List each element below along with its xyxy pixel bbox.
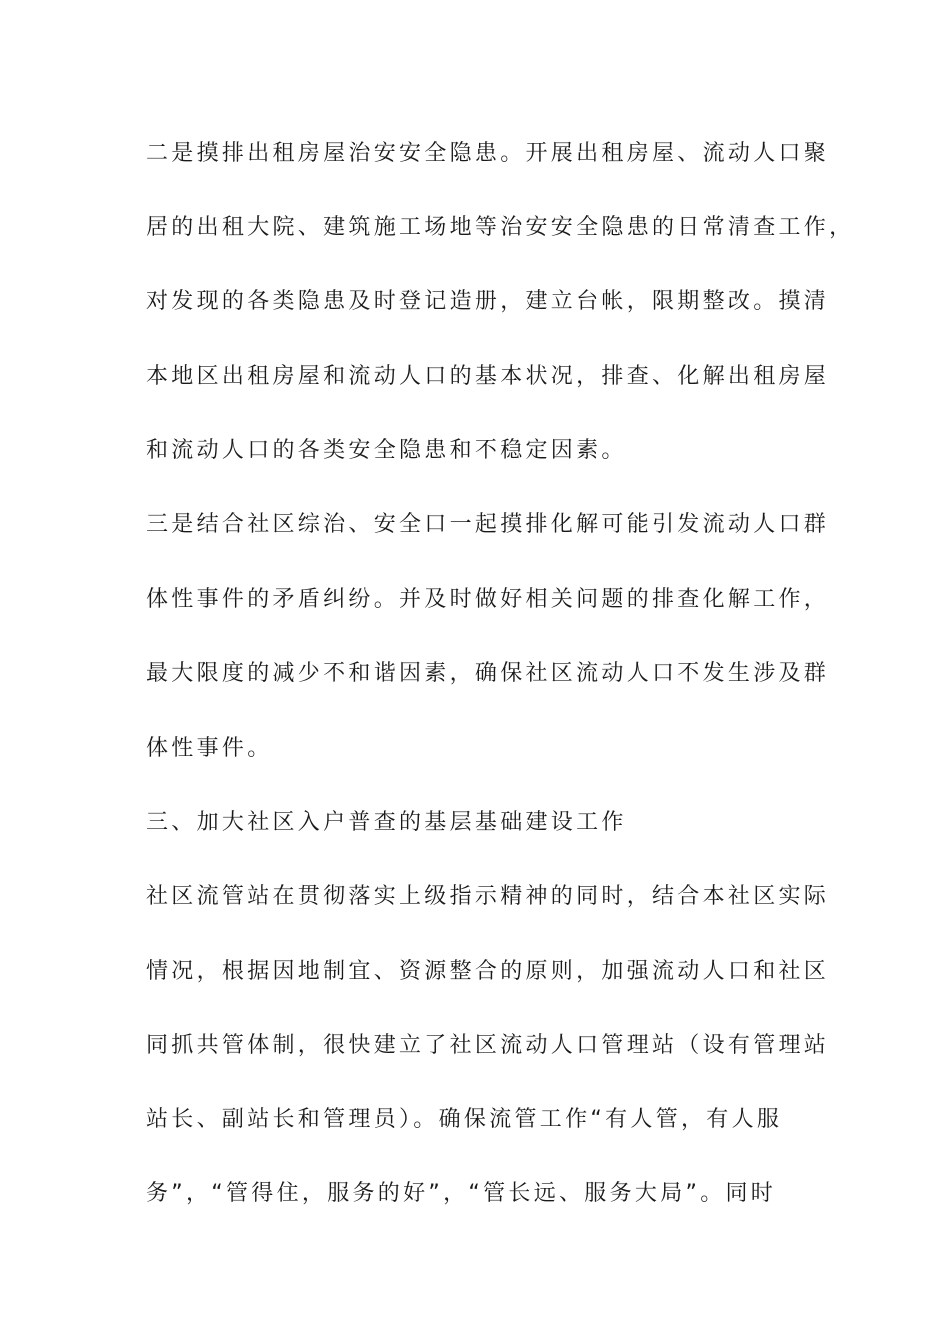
text-line-15: 务”，“管得住，服务的好”，“管长远、服务大局”。同时: [146, 1181, 777, 1206]
text-line-11: 社区流管站在贯彻落实上级指示精神的同时，结合本社区实际: [146, 884, 830, 909]
text-line-7: 体性事件的矛盾纠纷。并及时做好相关问题的排查化解工作，: [146, 587, 830, 612]
text-line-9: 体性事件。: [146, 736, 273, 761]
section-heading: 三、加大社区入户普查的基层基础建设工作: [146, 810, 627, 835]
text-line-4: 本地区出租房屋和流动人口的基本状况，排查、化解出租房屋: [146, 364, 830, 389]
text-line-8: 最大限度的减少不和谐因素，确保社区流动人口不发生涉及群: [146, 661, 830, 686]
text-line-1: 二是摸排出租房屋治安安全隐患。开展出租房屋、流动人口聚: [146, 141, 830, 166]
text-line-3: 对发现的各类隐患及时登记造册，建立台帐，限期整改。摸清: [146, 289, 830, 314]
text-line-13: 同抓共管体制，很快建立了社区流动人口管理站（设有管理站: [146, 1033, 830, 1058]
text-line-2: 居的出租大院、建筑施工场地等治安安全隐患的日常清查工作，: [146, 215, 855, 240]
text-line-12: 情况，根据因地制宜、资源整合的原则，加强流动人口和社区: [146, 959, 830, 984]
text-line-14: 站长、副站长和管理员）。确保流管工作“有人管，有人服: [146, 1107, 783, 1132]
text-line-5: 和流动人口的各类安全隐患和不稳定因素。: [146, 438, 627, 463]
text-line-6: 三是结合社区综治、安全口一起摸排化解可能引发流动人口群: [146, 512, 830, 537]
